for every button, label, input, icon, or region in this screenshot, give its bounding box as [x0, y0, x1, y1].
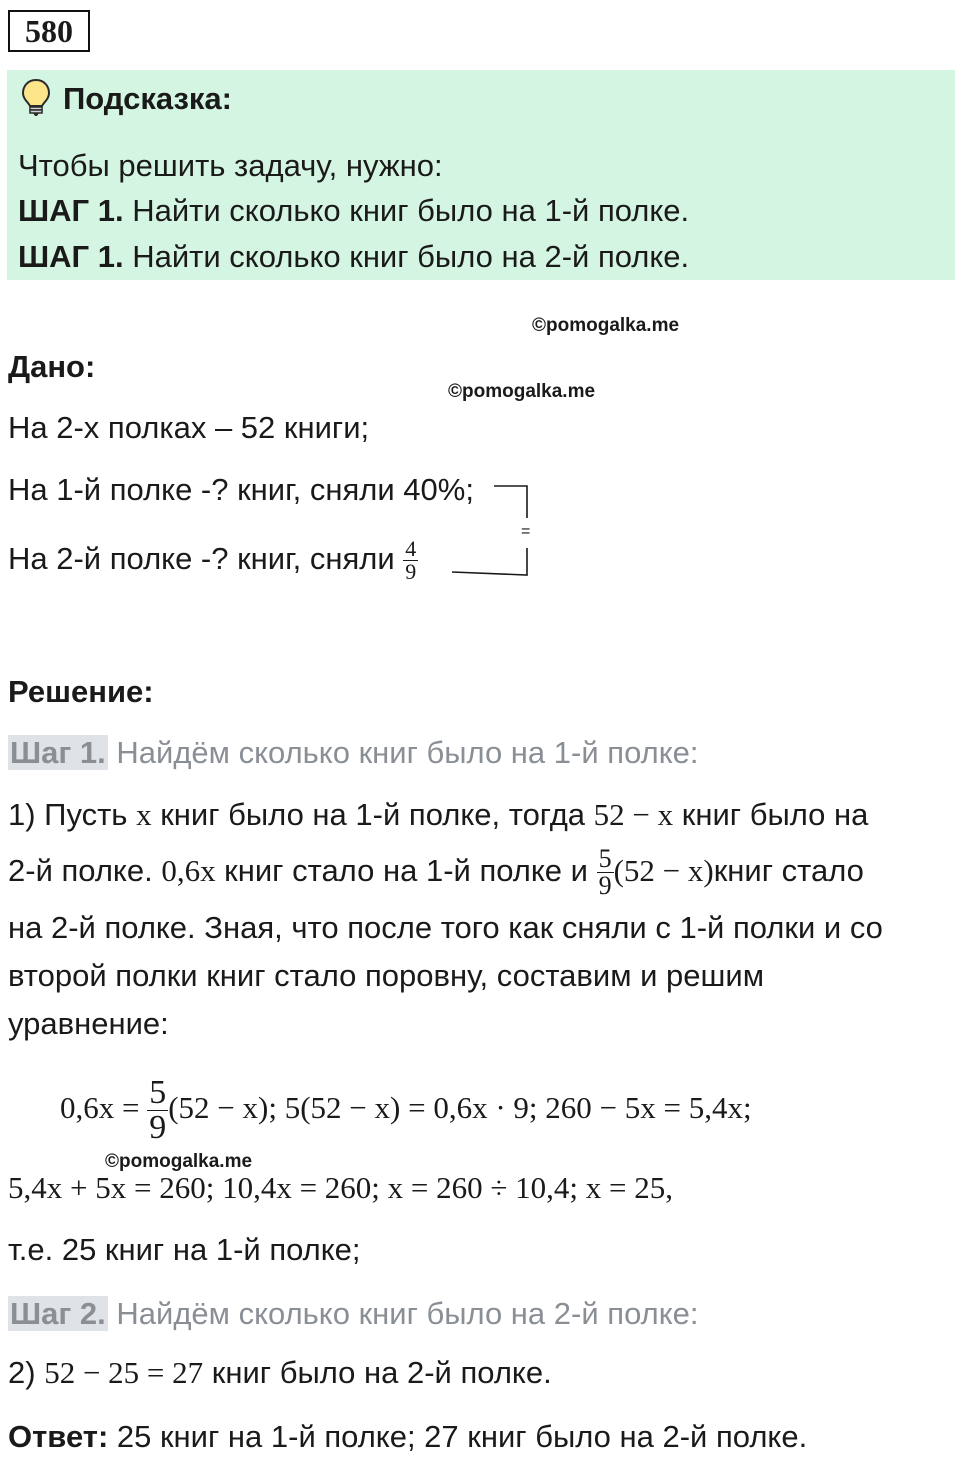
step2-line	[8, 1354, 552, 1392]
math-expr: 0,6x	[161, 853, 216, 888]
watermark: ©pomogalka.me	[448, 381, 596, 402]
math-expr: (52 − x)	[613, 853, 714, 888]
watermark: ©pomogalka.me	[532, 315, 680, 336]
hint-intro: Чтобы решить задачу, нужно:	[18, 148, 443, 183]
step1-text: Найдём сколько книг было на 1-й полке:	[107, 735, 699, 770]
hint-step-label: ШАГ 1.	[18, 239, 124, 274]
math-var: x	[136, 797, 152, 832]
math-expr: 0,6x =	[60, 1090, 148, 1125]
step2-text: Найдём сколько книг было на 2-й полке:	[107, 1296, 699, 1331]
solution-paragraph-line: на 2-й полке. Зная, что после того как сняли с 1-й полки и со	[8, 910, 883, 945]
text-span: 2-й полке.	[8, 853, 162, 888]
fraction	[597, 846, 614, 899]
math-expr: 52 − 25 = 27	[44, 1355, 204, 1390]
fraction-numerator: 5	[598, 844, 612, 874]
answer-line	[8, 1418, 807, 1456]
solution-title: Решение:	[8, 674, 154, 709]
hint-step-label: ШАГ 1.	[18, 193, 124, 228]
step2-heading	[8, 1295, 698, 1333]
solution-paragraph-line: второй полки книг стало поровну, составим и решим	[8, 958, 765, 993]
step1-label: Шаг 1.	[10, 735, 106, 770]
given-title: Дано:	[8, 349, 96, 384]
fraction-denominator: 9	[149, 1109, 167, 1147]
step2-label: Шаг 2.	[10, 1296, 106, 1331]
hint-step	[18, 238, 689, 276]
text-span: книг стало	[713, 853, 864, 888]
fraction-numerator: 4	[405, 536, 417, 562]
solution-paragraph-line	[8, 796, 868, 834]
hint-step-text: Найти сколько книг было на 2-й полке.	[123, 239, 690, 274]
math-expr: (52 − x); 5(52 − x) = 0,6x · 9; 260 − 5x = 5,4x;	[168, 1090, 752, 1125]
lightbulb-icon	[20, 78, 52, 123]
text-span: 1) Пусть	[8, 797, 137, 832]
step1-heading	[8, 734, 698, 772]
fraction-numerator: 5	[149, 1074, 167, 1112]
answer-text: 25 книг на 1-й полке; 27 книг было на 2-й полке.	[108, 1419, 808, 1454]
task-number: 580	[8, 10, 90, 52]
fraction	[147, 1076, 168, 1145]
fraction	[403, 538, 418, 583]
math-expr: 52 − x	[593, 797, 674, 832]
given-line: На 1-й полке -? книг, сняли 40%;	[8, 472, 474, 507]
given-line: На 2-х полках – 52 книги;	[8, 410, 370, 445]
step1-result: т.е. 25 книг на 1-й полке;	[8, 1232, 361, 1267]
text-span: книг было на	[673, 797, 869, 832]
hint-title: Подсказка:	[63, 81, 232, 116]
solution-paragraph-line: уравнение:	[8, 1006, 169, 1041]
text-span: книг стало на 1-й полке и	[215, 853, 597, 888]
equation-line: 5,4x + 5x = 260; 10,4x = 260; x = 260 ÷ 10,4; x = 25,	[8, 1170, 674, 1205]
text-span: 2)	[8, 1355, 45, 1390]
given-line-text: На 2-й полке -? книг, сняли	[8, 541, 404, 576]
text-span: книг было на 2-й полке.	[203, 1355, 552, 1390]
answer-label: Ответ:	[8, 1419, 109, 1454]
bracket-label: =	[521, 523, 531, 540]
solution-paragraph-line	[8, 842, 864, 900]
fraction-denominator: 9	[598, 871, 612, 901]
given-line	[8, 529, 418, 589]
equation-line	[60, 1070, 752, 1146]
hint-step-text: Найти сколько книг было на 1-й полке.	[123, 193, 690, 228]
text-span: книг было на 1-й полке, тогда	[151, 797, 594, 832]
hint-step	[18, 192, 689, 230]
fraction-denominator: 9	[405, 559, 417, 585]
watermark: ©pomogalka.me	[105, 1151, 253, 1172]
